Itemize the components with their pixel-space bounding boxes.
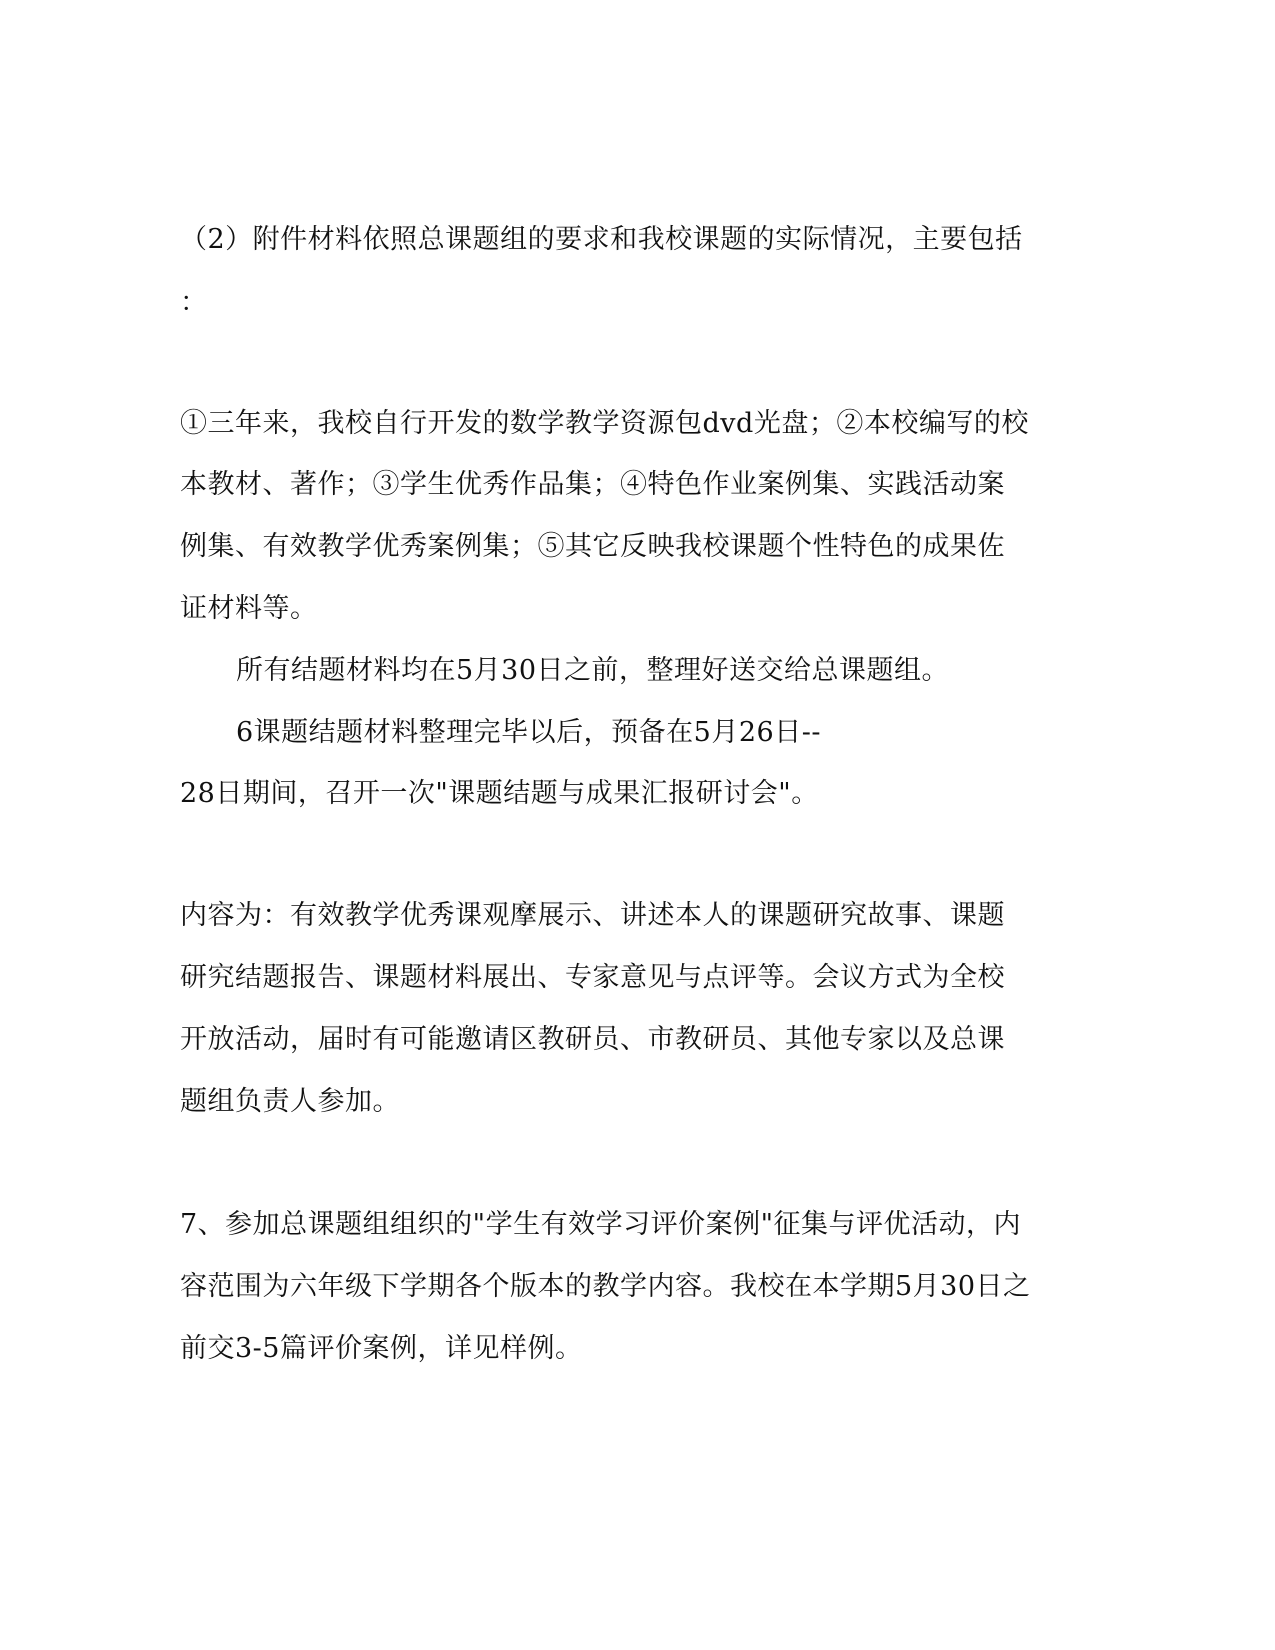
paragraph-content-line-3: 开放活动，届时有可能邀请区教研员、市教研员、其他专家以及总课 [180, 1024, 1005, 1055]
paragraph-attachments-line-2: ： [180, 287, 208, 318]
paragraph-deadline: 所有结题材料均在5月30日之前，整理好送交给总课题组。 [236, 655, 950, 686]
paragraph-materials-line-2: 本教材、著作；③学生优秀作品集；④特色作业案例集、实践活动案 [180, 469, 1005, 500]
paragraph-evaluation-line-1: 7、参加总课题组组织的"学生有效学习评价案例"征集与评优活动，内 [180, 1209, 1022, 1240]
paragraph-materials-line-1: ①三年来，我校自行开发的数学教学资源包dvd光盘；②本校编写的校 [180, 408, 1029, 439]
paragraph-evaluation-line-3: 前交3-5篇评价案例，详见样例。 [180, 1333, 583, 1364]
paragraph-content-line-2: 研究结题报告、课题材料展出、专家意见与点评等。会议方式为全校 [180, 962, 1005, 993]
paragraph-meeting-line-1: 6课题结题材料整理完毕以后，预备在5月26日-- [236, 717, 821, 748]
paragraph-content-line-1: 内容为：有效教学优秀课观摩展示、讲述本人的课题研究故事、课题 [180, 900, 1005, 931]
paragraph-attachments-line-1: （2）附件材料依照总课题组的要求和我校课题的实际情况，主要包括 [180, 224, 1023, 255]
paragraph-materials-line-4: 证材料等。 [180, 593, 318, 624]
paragraph-content-line-4: 题组负责人参加。 [180, 1086, 400, 1117]
paragraph-meeting-line-2: 28日期间，召开一次"课题结题与成果汇报研讨会"。 [180, 778, 819, 809]
paragraph-materials-line-3: 例集、有效教学优秀案例集；⑤其它反映我校课题个性特色的成果佐 [180, 531, 1005, 562]
paragraph-evaluation-line-2: 容范围为六年级下学期各个版本的教学内容。我校在本学期5月30日之 [180, 1271, 1031, 1302]
